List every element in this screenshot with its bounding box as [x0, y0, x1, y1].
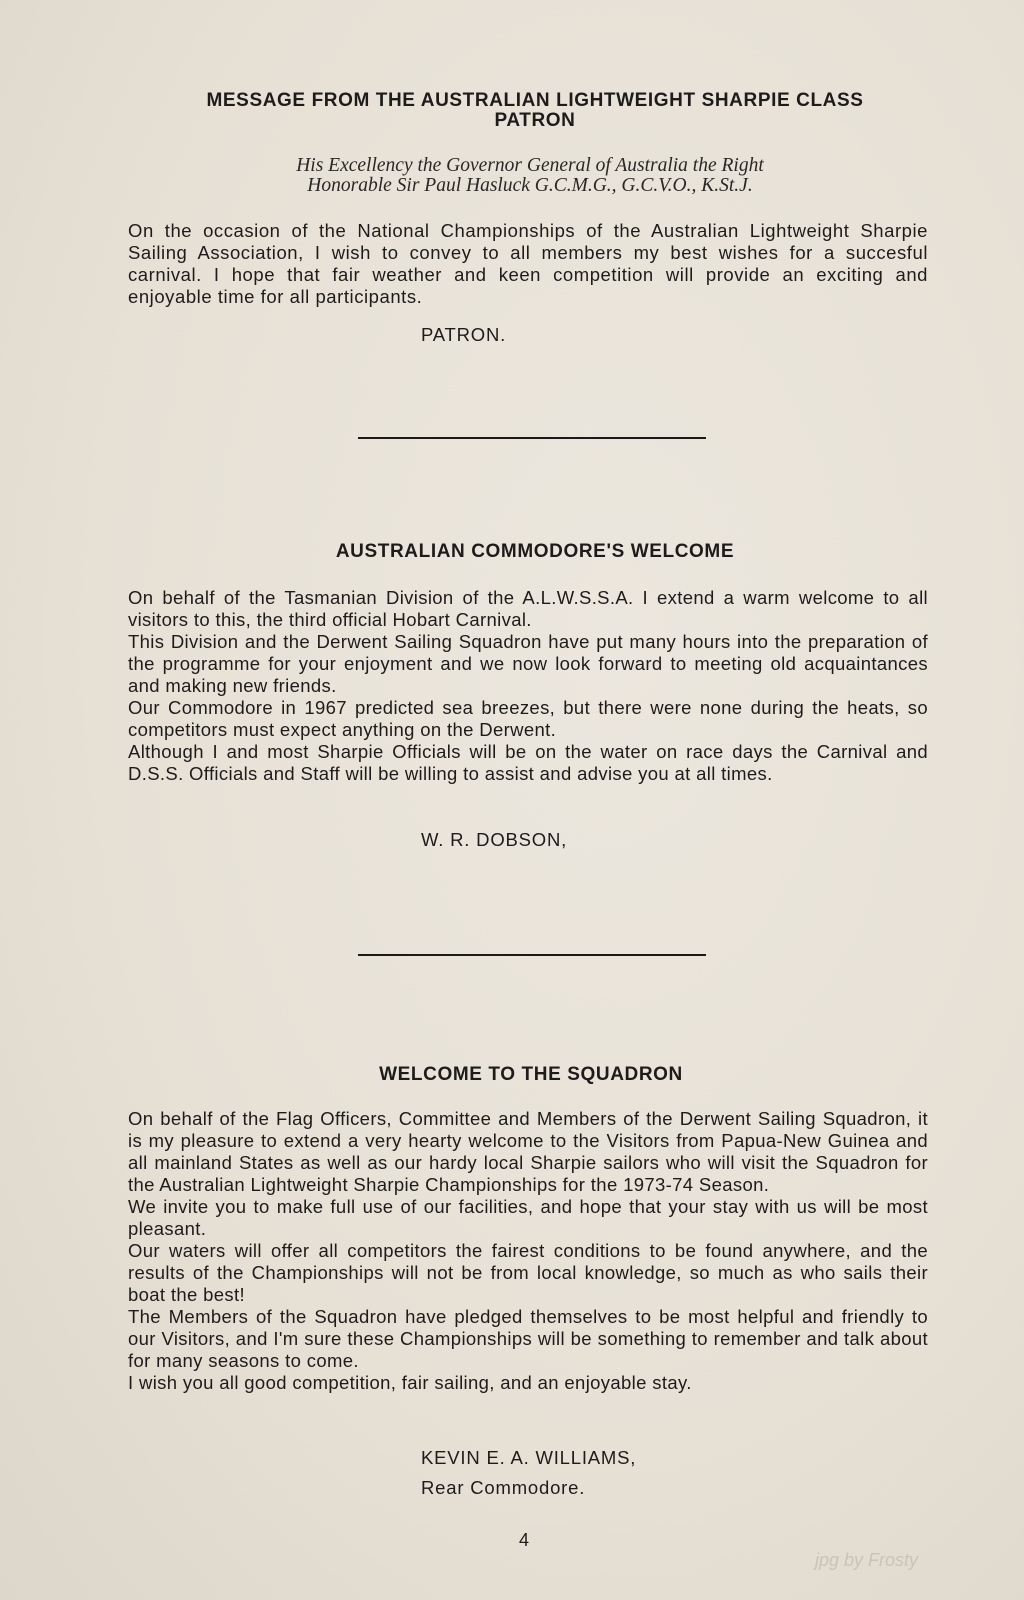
patron-message-text: On the occasion of the National Championships of the Australian Lightweight Sharpie Sailing Association, I wish to convey to all members my best wishes for a succesful carnival. I hope that fair weather and keen competition will provide an exciting and enjoyable time for all participants. [128, 220, 928, 307]
commodore-paragraph: Our Commodore in 1967 predicted sea breezes, but there were none during the heats, so competitors must expect anything on the Derwent. [128, 697, 928, 740]
squadron-paragraph: I wish you all good competition, fair sailing, and an enjoyable stay. [128, 1372, 692, 1393]
squadron-paragraph: The Members of the Squadron have pledged themselves to be most helpful and friendly to our Visitors, and I'm sure these Championships will be something to remember and talk about for many seasons to come. [128, 1306, 928, 1371]
patron-signature: PATRON. [421, 324, 507, 345]
watermark: jpg by Frosty [815, 1550, 919, 1570]
squadron-paragraph: We invite you to make full use of our facilities, and hope that your stay with us will be most pleasant. [128, 1196, 928, 1239]
patron-message [128, 220, 928, 308]
patron-title-line2: PATRON [494, 110, 576, 131]
commodore-title: AUSTRALIAN COMMODORE'S WELCOME [335, 541, 735, 562]
patron-title-line1: MESSAGE FROM THE AUSTRALIAN LIGHTWEIGHT SHARPIE CLASS [206, 90, 864, 111]
page-number: 4 [519, 1530, 530, 1550]
squadron-message [128, 1108, 928, 1394]
squadron-signature-name: KEVIN E. A. WILLIAMS, [421, 1447, 637, 1468]
squadron-paragraph: Our waters will offer all competitors the fairest conditions to be found anywhere, and the results of the Championships will not be from local knowledge, so much as who sails their boat the best! [128, 1240, 928, 1305]
squadron-signature-title: Rear Commodore. [421, 1477, 586, 1498]
commodore-paragraph: On behalf of the Tasmanian Division of the A.L.W.S.S.A. I extend a warm welcome to all visitors to this, the third official Hobart Carnival. [128, 587, 928, 630]
commodore-paragraph: This Division and the Derwent Sailing Squadron have put many hours into the preparation of the programme for your enjoyment and we now look forward to meeting old acquaintances and making new friends. [128, 631, 928, 696]
section-divider [358, 954, 706, 956]
commodore-message [128, 587, 928, 785]
squadron-title: WELCOME TO THE SQUADRON [379, 1064, 683, 1085]
section-divider [358, 437, 706, 439]
squadron-paragraph: On behalf of the Flag Officers, Committee and Members of the Derwent Sailing Squadron, it is my pleasure to extend a very hearty welcome to the Visitors from Papua-New Guinea and all mainland States as well as our hardy local Sharpie sailors who will visit the Squadron for the Australian Lightweight Sharpie Championships for the 1973-74 Season. [128, 1108, 928, 1195]
commodore-signature: W. R. DOBSON, [421, 829, 568, 850]
patron-subtitle-line2: Honorable Sir Paul Hasluck G.C.M.G., G.C.V.O., K.St.J. [307, 175, 753, 196]
patron-subtitle-line1: His Excellency the Governor General of Australia the Right [296, 155, 764, 176]
commodore-paragraph: Although I and most Sharpie Officials will be on the water on race days the Carnival and D.S.S. Officials and Staff will be willing to assist and advise you at all times. [128, 741, 928, 784]
